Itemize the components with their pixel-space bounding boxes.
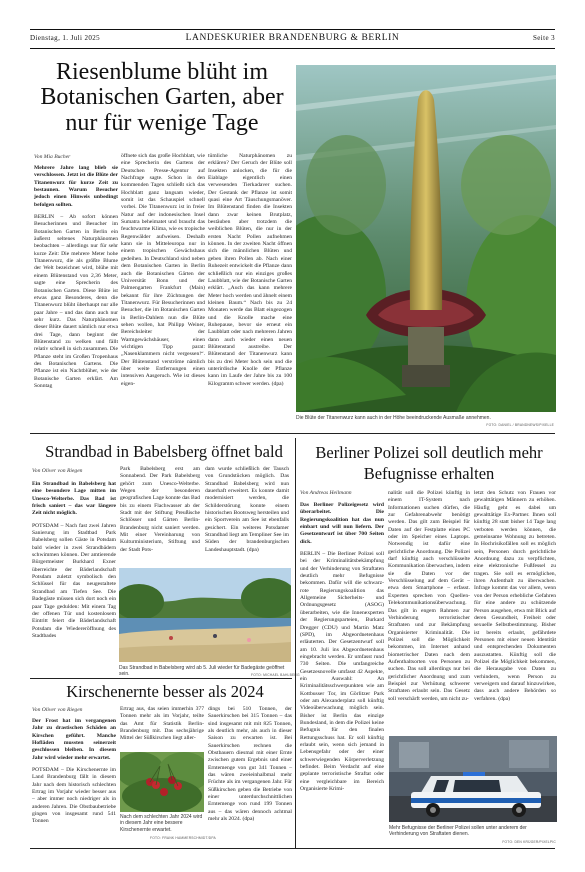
article1-headline: Riesenblume blüht im Botanischen Garten, aber nur für wenige Tage — [40, 59, 284, 136]
article1-lead: Mehrere Jahre lang blieb sie verschlossen. Jetzt ist die Blüte der Titanenwurz für kurze Zeit zu bestaunen. Warum Besucher jedoch einen Hinweis unbedingt befolgen sollten. — [34, 165, 118, 208]
article1-text-1: BERLIN – Ab sofort können Besucherinnen und Besucher im Botanischen Garten in Berlin ein äußerst seltenes Naturphänomen beobachten – allerdings nur für sehr kurze Zeit: Die mehrere Meter hohe Titanenwurz, die als größte Blume der Welt bezeichnet wird, blühe mit einem Blütenstand von 2,36 Meter, sagte eine Sprecherin des Botanischen Garten. Diese Blüte ist etwas ganz Besonderes, denn die Titanenwurz blüht überhaupt nur alle paar Jahre – und das dann auch nur sehr kurz. Das Naturphänomen dieser Blüte dauert nämlich nur etwa drei Tage, dann beginnt der Blütenstand zu welken und fällt relativ schnell in sich zusammen. Die Pflanze steht im Großen Tropenhaus des Botanischen Gartens. Die Pflanze ist ein Nachtblüher, wie der Botanische Garten erklärt. Am Sonntag — [34, 214, 118, 389]
titan-arum-photo — [296, 65, 556, 412]
article4-column-1 — [32, 718, 116, 826]
police-car-illustration — [389, 736, 557, 822]
article4-caption: Nach dem schlechten Jahr 2024 wird in diesem Jahr eine bessere Kirschenernte erwartet. — [120, 814, 203, 833]
article3-column-1 — [300, 502, 384, 793]
titan-arum-illustration — [296, 65, 556, 412]
article2-text-3: dam wurde schließlich der Tausch von Grundstücken möglich. Das Strandbad Babelsberg wird nun dauerhaft erweitert. Es konnte damit modernisiert werden, die Schilderstörung konnte einem historischen Bootsweg hersteilen und ein Sportverein am See ist ebenfalls gesichert. Ein weiteres Potsdamer Strandbad liegt am Templiner See im Süden der brandenburgischen Landeshauptstadt. (dpa) — [205, 466, 289, 553]
article4-text-2: Ertrag aus, das seien immerhin 377 Tonnen mehr als im Vorjahr, teilte das Amt für Statistik Berlin-Brandenburg mit. Das sechsjährige Mittel der Süßkirschen liegt aller- — [120, 706, 204, 742]
page-bottom-rule — [30, 848, 555, 849]
newspaper-title: LANDESKURIER BRANDENBURG & BERLIN — [185, 33, 400, 43]
article3-caption: Mehr Befugnisse der Berliner Polizei sollen unter anderem der Verhinderung von Straftaten dienen. — [389, 825, 527, 838]
article1-photo-credit: FOTO: DANIEL / BRANDNEWS/PIXELLE — [486, 423, 554, 427]
section-divider-top — [30, 433, 555, 434]
article3-text-3: letzt den Schutz von Frauen vor gewalttätigen Männern zu erhöhen. Häufig geht es dabei um gewalttätige Ex-Partner. Ihnen soll künftig 28 statt bisher 14 Tage lang verboten werden können, die gemeinsame Wohnung zu betreten. In Hochrisikofällen soll es möglich sein, Personen durch gerichtliche Anordnung dazu zu verpflichten, eine elektronische Fußfessel zu tragen. Sie soll es ermöglichen, ihren Aufenthalt zu überwachen. Infrage kommt das vor allem, wenn von der Person erhebliche Gefahren für eine andere zu schützende Person ausgehen, etwa mit Blick auf deren Gesundheit, Freiheit oder sexuelle Selbstbestimmung. Bisher ist bereits erlaubt, gefährdete Personen mit einer neuen Identität und entsprechenden Dokumenten auszustatten. Künftig soll die Polizei die Möglichkeit bekommen, die Herausgabe von Daten zu verhindern, wenn Person zu verweigern und darauf hinzuwirken, dass auch andere Behörden so verfahren. (dpa) — [474, 490, 556, 702]
cherries-photo — [120, 752, 204, 812]
article4-column-3 — [208, 706, 292, 824]
article4-text-1: POTSDAM – Die Kirschenernte im Land Brandenburg fällt in diesem Jahr nach dem historisch schlechten Ertrag im Vorjahr wieder besser aus – aber immer noch niedriger als in anderen Jahren. Die Obstbaubetriebe gingen von insgesamt rund 541 Tonnen — [32, 767, 116, 825]
article2-column-3 — [205, 466, 289, 554]
article1-column-3 — [208, 153, 292, 388]
page-number: Seite 3 — [532, 34, 555, 42]
article2-column-2 — [120, 466, 200, 554]
article2-lead: Ein Strandbad in Babelsberg hat eine besondere Lage mitten im Unesco-Welterbe. Das Bad ist frisch saniert – das war längere Zeit nicht möglich. — [32, 481, 116, 517]
article4-headline: Kirschenernte besser als 2024 — [66, 682, 264, 701]
article2-text-1: POTSDAM – Nach fast zwei Jahren Sanierung im Stadtbad Park Babelsberg sollen Gäste in Potsdam bald wieder in zwei Strandbädern schwimmen können. Der amtierende Bürgermeister Burkhard Exner überreichte der Bäderlandschaft Potsdam zuletzt symbolisch den Schlüssel für das neugestaltete Strandbad am Tiefen See. Die Badegäste müssen sich dort noch ein paar Tage gedulden: Mit einem Tag der offenen Tür und kostenlosem Eintritt feiert die Bäderlandschaft Potsdam die Wiedereröffnung des Stadtbades — [32, 522, 116, 639]
article3-text-1: BERLIN – Die Berliner Polizei soll bei der Kriminalitätsbekämpfung und der Verhinderung von Straftaten deutlich mehr Befugnisse bekommen. Dafür will die schwarz-rote Regierungskoalition das Allgemeine Sicherheits- und Ordnungsgesetz (ASOG) überarbeiten, wie die Innenexperten der Regierungsparteien, Burkard Dregger (CDU) und Martin Matz (SPD), im Abgeordnetenhaus erläuterten. Der Gesetzentwurf soll am 10. Juli ins Abgeordnetenhaus eingebracht werden. Er umfasst rund 730 Seiten. Die umfangreiche Gesetzesnovelle umfasst 42 Aspekte, ein Auswahl: An Kriminalitätsschwerpunkten wie am Kottbusser Tor, im Görlitzer Park oder am Alexanderplatz soll künftig Videoüberwachung möglich sein. Bisher ist Berlin das einzige Bundesland, in dem die Polizei keine Befugnis für den finalen Rettungsschuss hat. Er soll künftig erlaubt sein, wenn sich jemand in Lebensgefahr oder der einer schwerwiegenden Körperverletzung befindet. Beim Verdacht auf eine geplante terroristische Straftat oder eine vergleichbare im Bereich Organisierte Krimi- — [300, 551, 384, 793]
article3-lead: Das Berliner Polizeigesetz wird überarbeitet. Die Regierungskoalition hat das nun einbart und will nun liefern. Der Gesetzentwurf ist über 700 Seiten dick. — [300, 502, 384, 545]
article1-text-3: tümliche Naturphänomen zu erklären? Der Geruch der Blüte soll Insekten anlocken, die für die Eiablage eigentlich einen verwesenden Tierkadaver suchen. Der Gestank der Pflanze ist somit quasi eine Art Täuschungsmanöver. Im Blütenstand finden die Insekten dann zwar keinen Brutplatz, bestäuben aber trotzdem die weiblichen Blüten, die nur in der ersten Nacht Pollen aufnehmen können. In der zweiten Nacht öffnen sich die männlichen Blüten und geben ihren Pollen ab. Nach einer Ruhezeit entwickelt die Pflanze dann schließlich nur ein einziges großes Laubblatt, wie der Botanische Garten erklärt. „Auch das kann mehrere Meter hoch werden und ähnelt einem kleinen Baum.“ Nach bis zu 24 Monaten werde das Blatt eingezogen und die Knolle mache eine Ruhepause, bevor sie erneut ein Laubblatt oder nach mehreren Jahren dann auch wieder einen neuen Blütenstand austreibe. Der Blütenstand der Titanenwurz kann bis zu drei Meter hoch sein und die unterirdische Knolle der Pflanze kann im Laufe der Jahre bis zu 100 Kilogramm schwer werden. (dpa) — [208, 153, 292, 387]
article1-caption: Die Blüte der Titanenwurz kann auch in der Höhe beeindruckende Ausmaße annehmen. — [296, 415, 491, 421]
article4-column-2 — [120, 706, 204, 743]
article4-text-3: dings bei 510 Tonnen, der Sauerkirschen bei 315 Tonnen – das sind insgesamt mit mit 825 Tonnen, als deutlich mehr, als auch in dieser Saison zu erwarten ist. Bei Sauerkirschen rechnen die Obstbauern diesmal mit einer Ernte zwischen gutem Ergebnis und einer Erntemenge von gut 341 Tonnen – das wären zweieinhalbmal mehr Früchte als im vergangenen Jahr. Für Süßkirschen geben die Betriebe von einer unterdurchschnittlichen Erntemenge von rund 199 Tonnen aus – das wären dennoch achtmal mehr als 2024. (dpa) — [208, 706, 292, 823]
section-divider-left — [30, 678, 292, 679]
cherry-tree-illustration — [120, 752, 204, 812]
article2-column-1 — [32, 481, 116, 640]
article3-text-2: nalität soll die Polizei künftig in einem IT-System nach Informationen suchen dürfen, die zur Gefahrenabwehr benötigt werden. Das gilt zum Beispiel für Daten auf der Festplatte eines PC oder im Speicher eines Laptops. Notwendig ist dafür eine gerichtliche Anordnung. Die Polizei darf künftig auch verschlüsselte Kommunikation überwachen, indem sie die Daten vor der Verschlüsselung auf dem Gerät – etwa dem Smartphone – erfasst. Experten sprechen von Quellen-Telekommunikationsüberwachung. Das gilt in engem Rahmen zur Verhinderung terroristischer Straftaten und zur Bekämpfung Organisierter Kriminalität. Die Polizei soll die Möglichkeit bekommen, im Internet anhand biometrischer Daten nach dem Aufenthaltsorten von Personen zu suchen. Das soll allerdings nur bei gerichtlicher Anordnung und zum Beispiel zur Verhütung schwerer Straftaten erlaubt sein. Das Gesetz soll verschärft werden, um nicht zu- — [388, 490, 470, 702]
article1-byline: Von Mia Bucher — [34, 154, 71, 160]
article2-headline: Strandbad in Babelsberg öffnet bald — [45, 442, 283, 461]
article4-byline: Von Oliver von Riegen — [32, 707, 83, 713]
lake-beach-illustration — [119, 568, 291, 662]
police-photo — [389, 736, 557, 822]
article3-headline: Berliner Polizei soll deutlich mehr Befugnisse erhalten — [315, 443, 543, 483]
article1-column-2 — [121, 153, 205, 388]
issue-date: Dienstag, 1. Juli 2025 — [30, 34, 101, 42]
article1-column-1 — [34, 165, 118, 390]
article3-column-3 — [474, 490, 556, 703]
article1-text-2: öffnete sich das große Hochblatt, wie eine Sprecherin des Gartens der Deutschen Presse-Agentur auf Nachfrage sagte. Schon in den kommenden Tagen schließt sich das Hochblatt ganz langsam wieder, somit ist das Schauspiel schnell vorbei. Die Titanenwurz ist in freier Natur auf der indonesischen Insel Sumatra beheimatet und braucht das feuchtwarme Klima, wie es tropische Regenwälder aufweisen. Deshalb kann sie in Mitteleuropa nur in einem tropischen Gewächshaus gedeihen. In Deutschland sind neben dem Botanischen Garten in Berlin auch die Botanischen Gärten der Universität Bonn und der Palmengarten Frankfurt (Main) bekannt für ihre Züchtungen der Titanenwurz. Für Besucherinnen und Besucher, die im Botanischen Garten in Berlin-Dahlem nun die Blüte sehen wollen, hat Philipp Weiner, Bereichsleiter der Warmgewächshäuser, einen wichtigen Tipp parat: „Nasenklammern nicht vergessen!“. Der Blütenstand verströme nämlich über weite Entfernungen einen intensiven Aasgeruch. Wie ist dieses eigen- — [121, 153, 205, 387]
article4-lead: Der Frost hat im vergangenen Jahr zu drastischen Schäden an Kirschen geführt. Manche Hofläden mussten seinerzeit geschlossen bleiben. In diesem Jahr wird wieder mehr erwartet. — [32, 718, 116, 761]
strandbad-photo — [119, 568, 291, 662]
article2-text-2: Park Babelsberg erst am Sonnabend. Der Park Babelsberg gehört zum Unesco-Welterbe. Wegen der besonderen geografischen Lage konnte das Bad bis zu einem Flachwasser ab der Stadt mit der Stiftung Preußische Schlösser und Gärten Berlin-Brandenburg nicht saniert werden. Mit einer Vereinbarung von Kulturministerium, Stiftung und der Stadt Pots- — [120, 466, 200, 553]
article2-caption: Das Strandbad in Babelsberg wird ab 5. Juli wieder für Badegäste geöffnet sein. — [119, 665, 285, 678]
article2-byline: Von Oliver von Riegen — [32, 468, 83, 474]
article3-byline: Von Andreas Heilmann — [300, 490, 352, 496]
masthead — [30, 29, 555, 49]
article3-column-2 — [388, 490, 470, 703]
article2-photo-credit: FOTO: MICHAEL BAHLBERG — [251, 673, 300, 677]
article4-photo-credit: FOTO: FRANK HAMMERSCHMIDT/DPA — [150, 836, 216, 840]
column-divider — [295, 438, 296, 848]
article3-photo-credit: FOTO: DEN KRÜGER/PIXELPIC — [502, 840, 556, 844]
